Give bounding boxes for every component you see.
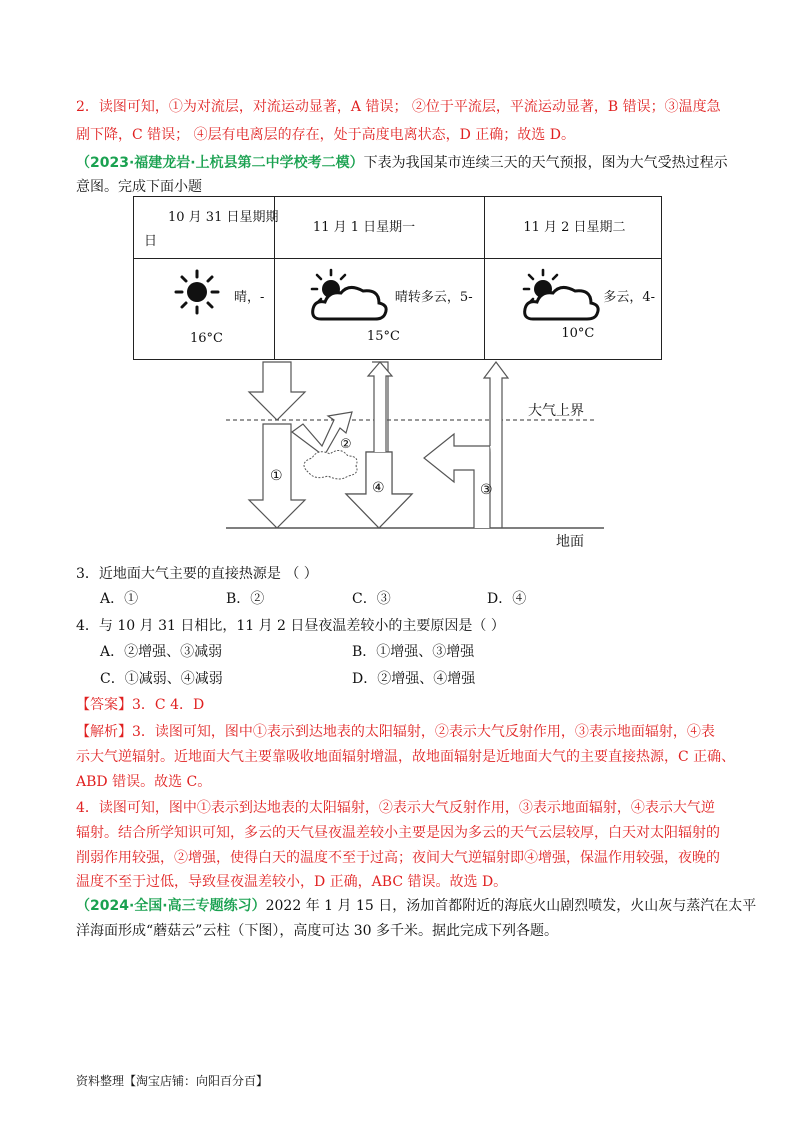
q2-analysis-line2: 剧下降，C 错误； ④层有电离层的存在，处于高度电离状态，D 正确；故选 D。 xyxy=(76,127,575,143)
intro2-line1 xyxy=(76,895,756,915)
label-2: ② xyxy=(340,437,352,452)
analysis3-line3: ABD 错误。故选 C。 xyxy=(76,774,212,790)
q4-option-c: C．①减弱、④减弱 xyxy=(100,671,223,687)
day1-desc: 晴，- xyxy=(234,290,265,305)
q3-option-b: B．② xyxy=(226,591,265,607)
sun-icon xyxy=(174,269,220,315)
q4-stem: 4．与 10 月 31 日相比，11 月 2 日昼夜温差较小的主要原因是（ ） xyxy=(76,618,505,634)
weather-table xyxy=(133,196,662,360)
q3-option-c: C．③ xyxy=(352,591,391,607)
label-4: ④ xyxy=(372,480,385,496)
intro2-text1: 2022 年 1 月 15 日，汤加首都附近的海底火山剧烈喷发，火山灰与蒸汽在太平 xyxy=(265,898,757,914)
answer-line: 【答案】3．C 4．D xyxy=(76,697,205,713)
day1-date-wrap: 日 xyxy=(144,234,158,249)
page-footer: 资料整理【淘宝店铺：向阳百分百】 xyxy=(76,1074,269,1088)
analysis4-line2: 辐射。结合所学知识可知，多云的天气昼夜温差较小主要是因为多云的天气云层较厚，白天对太阳辐射的 xyxy=(76,825,720,841)
label-1: ① xyxy=(270,468,283,484)
analysis4-line1: 4．读图可知，图中①表示到达地表的太阳辐射，②表示大气反射作用，③表示地面辐射，④表示大气逆 xyxy=(76,800,715,816)
analysis3-line2: 示大气逆辐射。近地面大气主要靠吸收地面辐射增温，故地面辐射是近地面大气的主要直接热源，C 正确、 xyxy=(76,749,736,765)
day1-date: 10 月 31 日星期期 xyxy=(168,210,279,225)
atmosphere-top-label: 大气上界 xyxy=(528,403,584,419)
q3-stem: 3．近地面大气主要的直接热源是 （ ） xyxy=(76,566,318,582)
ground-label: 地面 xyxy=(556,534,584,550)
day3-header xyxy=(485,197,662,259)
day3-date: 11 月 2 日星期二 xyxy=(523,220,626,235)
intro2-text2: 洋海面形成“蘑菇云”云柱（下图），高度可达 30 多千米。据此完成下列各题。 xyxy=(76,923,559,939)
analysis4-line4: 温度不至于过低，导致昼夜温差较小，D 正确，ABC 错误。故选 D。 xyxy=(76,874,508,890)
arrow-ground-radiation xyxy=(424,434,490,528)
cloud-icon xyxy=(304,450,357,479)
q4-option-a: A．②增强、③减弱 xyxy=(100,644,223,660)
intro1-line1 xyxy=(76,152,728,172)
q3-option-a: A．① xyxy=(100,591,139,607)
q4-option-d: D．②增强、④增强 xyxy=(352,671,476,687)
atmosphere-diagram xyxy=(0,360,800,555)
day1-weather xyxy=(134,259,275,360)
intro2-source: （2024·全国·高三专题练习） xyxy=(76,898,266,914)
arrow-solar-upper xyxy=(249,362,305,420)
analysis3-line1: 【解析】3．读图可知，图中①表示到达地表的太阳辐射，②表示大气反射作用，③表示地面辐射，④表 xyxy=(76,724,715,740)
day3-temp: 10°C xyxy=(561,326,595,341)
day3-weather xyxy=(485,259,662,360)
day2-weather xyxy=(274,259,484,360)
q4-option-b: B．①增强、③增强 xyxy=(352,644,475,660)
sun-cloud-icon xyxy=(519,267,603,325)
day2-date: 11 月 1 日星期一 xyxy=(312,220,416,235)
sun-cloud-icon xyxy=(307,267,391,325)
intro1-text1: 下表为我国某市连续三天的天气预报，图为大气受热过程示 xyxy=(363,155,728,171)
label-3: ③ xyxy=(480,482,493,498)
q2-analysis-line1: 2．读图可知，①为对流层，对流运动显著，A 错误； ②位于平流层，平流运动显著，B 错误；③温度急 xyxy=(76,99,721,115)
analysis4-line3: 削弱作用较强，②增强，使得白天的温度不至于过高；夜间大气逆辐射即④增强，保温作用较强，夜晚的 xyxy=(76,850,720,866)
day2-desc: 晴转多云，5- xyxy=(394,290,473,305)
intro1-text2: 意图。完成下面小题 xyxy=(76,179,202,195)
day1-temp: 16°C xyxy=(190,331,223,346)
q3-option-d: D．④ xyxy=(487,591,527,607)
day2-header xyxy=(274,197,484,259)
day1-header xyxy=(134,197,279,259)
intro1-source: （2023·福建龙岩·上杭县第二中学校考二模） xyxy=(76,155,364,171)
day3-desc: 多云，4- xyxy=(603,290,655,305)
day2-temp: 15°C xyxy=(366,329,400,344)
